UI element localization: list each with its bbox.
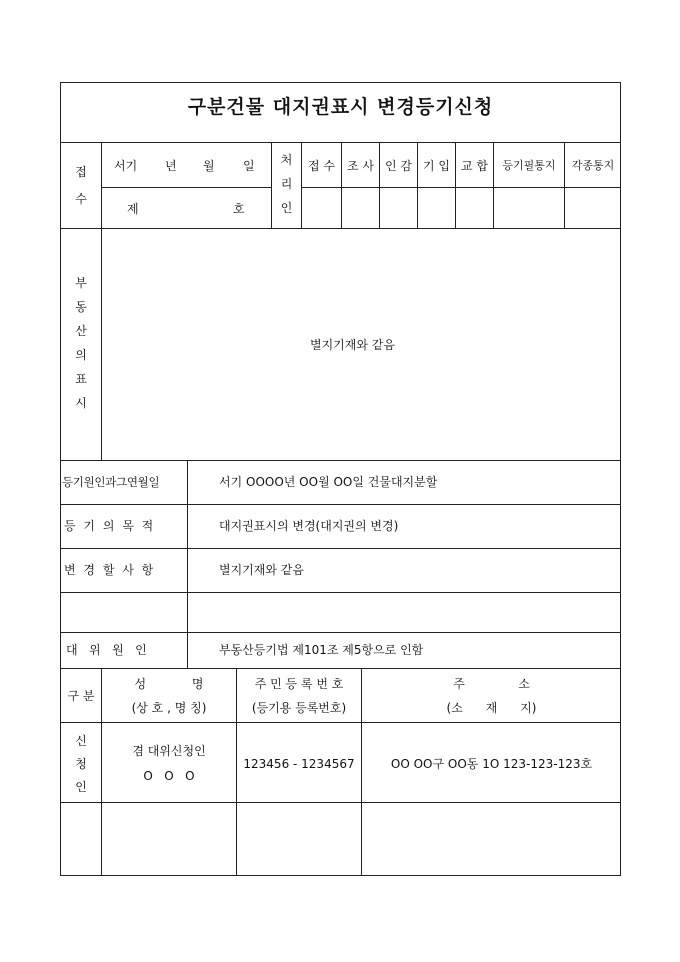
stage-misc-notice: 각종통지 (571, 159, 615, 172)
applicant-address: OO OO구 OO동 1O 123-123-123호 (390, 757, 593, 771)
property-content: 별지기재와 같음 (310, 338, 395, 352)
property-label-3: 산 (75, 324, 87, 338)
stage-completion-notice: 등기필통지 (502, 159, 556, 172)
property-label-4: 의 (75, 348, 87, 362)
number-suffix: 호 (233, 202, 245, 216)
applicant-reg-no: 123456 - 1234567 (243, 757, 355, 771)
processor-char-2: 리 (280, 177, 293, 191)
applicant-name-placeholder: O O O (143, 769, 195, 783)
name-header-sub: (상 호 , 명 칭) (131, 701, 207, 715)
form-title: 구분건물 대지권표시 변경등기신청 (187, 96, 494, 118)
change-items-label: 변 경 할 사 항 (64, 563, 154, 577)
number-prefix: 제 (127, 202, 139, 216)
cause-date-label: 등기원인과그연월일 (62, 475, 160, 489)
address-header-sub: (소 재 지) (446, 701, 537, 715)
applicant-label-2: 청 (75, 757, 87, 771)
change-items-value: 별지기재와 같음 (219, 563, 304, 577)
stage-check: 교 합 (461, 159, 488, 173)
stage-seal: 인 감 (385, 159, 412, 173)
purpose-label: 등 기 의 목 적 (64, 519, 154, 533)
reg-no-header-sub: (등기용 등록번호) (251, 701, 347, 715)
receipt-label-1: 접 (75, 165, 87, 179)
applicant-label-3: 인 (75, 780, 87, 794)
receipt-label-2: 수 (75, 192, 87, 206)
purpose-value: 대지권표시의 변경(대지권의 변경) (219, 519, 399, 533)
stage-review: 조 사 (347, 159, 374, 173)
property-label-1: 부 (75, 276, 87, 290)
cause-date-value: 서기 OOOO년 OO월 OO일 건물대지분할 (219, 475, 438, 489)
division-header: 구 분 (67, 689, 95, 703)
stage-receipt: 접 수 (308, 159, 335, 173)
date-month: 월 (203, 159, 215, 173)
property-label-6: 시 (75, 396, 87, 410)
processor-char-3: 인 (280, 201, 293, 215)
date-era: 서기 (114, 159, 138, 173)
property-label-2: 동 (75, 300, 87, 314)
name-header: 성 명 (134, 677, 204, 691)
applicant-label-1: 신 (75, 734, 87, 748)
address-header: 주 소 (453, 677, 530, 691)
date-day: 일 (243, 159, 255, 173)
applicant-name: 겸 대위신청인 (132, 744, 206, 758)
subrogation-cause-label: 대 위 원 인 (66, 643, 147, 657)
reg-no-header: 주 민 등 록 번 호 (254, 677, 344, 691)
processor-char-1: 처 (280, 153, 293, 167)
stage-entry: 기 입 (423, 159, 450, 173)
subrogation-cause-value: 부동산등기법 제101조 제5항으로 인함 (219, 643, 424, 657)
property-label-5: 표 (75, 372, 87, 386)
date-year: 년 (165, 159, 177, 173)
